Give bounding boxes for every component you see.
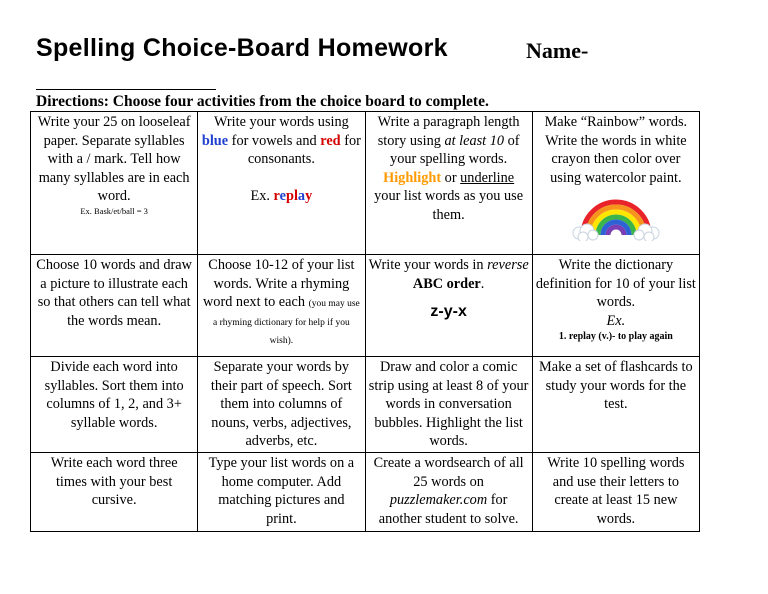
cell-example: Ex. Bask/et/ball = 3 <box>80 205 148 216</box>
example-label: Ex. <box>250 188 274 204</box>
example-letter: y <box>305 188 313 204</box>
cell-text: Write the dictionary definition for 10 of your list words. <box>535 257 696 310</box>
cell-example: 1. replay (v.)- to play again <box>558 331 673 342</box>
cell-text: Draw and color a comic strip using at least 8 of your words in conversation bubbles. Highlight the list words. <box>368 359 529 449</box>
cell-r2c4 <box>532 255 699 357</box>
choice-board <box>30 111 700 532</box>
cell-text: of your spelling words. <box>390 132 520 167</box>
name-label: Name- <box>526 38 589 63</box>
cell-text: Make a set of flashcards to study your words for the test. <box>539 359 693 412</box>
cell-r1c1 <box>31 112 198 255</box>
example-letter: r <box>273 188 280 204</box>
example-label: Ex. <box>606 312 626 329</box>
reverse-text: reverse <box>487 257 529 273</box>
cell-r2c3 <box>365 255 532 357</box>
example-letter: l <box>293 188 298 204</box>
blue-word: blue <box>201 132 229 149</box>
cell-r4c4 <box>532 453 699 532</box>
cell-text: for vowels and <box>228 132 321 149</box>
cell-r1c3 <box>365 112 532 255</box>
directions: Directions: Choose four activities from the choice board to complete. <box>36 93 489 110</box>
cell-text: Write each word three times with your best cursive. <box>50 455 178 508</box>
cell-text: Create a wordsearch of all 25 words on <box>373 455 524 490</box>
cell-text: Write your words using <box>213 114 349 130</box>
cell-r4c1 <box>31 453 198 532</box>
cell-r1c2 <box>198 112 365 255</box>
cell-r1c4 <box>532 112 699 255</box>
example-letter: e <box>279 188 286 204</box>
site-name: puzzlemaker.com <box>389 492 488 508</box>
at-least-text: at least 10 <box>444 132 505 149</box>
cell-r4c2 <box>198 453 365 532</box>
cell-r3c1 <box>31 357 198 453</box>
cell-r3c2 <box>198 357 365 453</box>
cell-text: Type your list words on a home computer. Add matching pictures and print. <box>208 455 355 527</box>
cell-text: Separate your words by their part of speech. Sort them into columns of nouns, verbs, adjectives, adverbs, etc. <box>210 359 352 449</box>
cell-text: Write a paragraph length story using <box>377 114 520 149</box>
cell-text: . <box>480 275 485 292</box>
cell-text: for another student to solve. <box>378 492 519 527</box>
zyx-text: z-y-x <box>430 303 467 320</box>
underline-word: underline <box>460 169 515 186</box>
highlight-word: Highlight <box>383 169 442 186</box>
cell-text: Divide each word into syllables. Sort them into columns of 1, 2, and 3+ syllable words. <box>44 359 184 431</box>
cell-text: Write 10 spelling words and use their letters to create at least 15 new words. <box>547 455 685 527</box>
cell-text: Write your 25 on looseleaf paper. Separate syllables with a / mark. Tell how many syllables are in each word. <box>37 114 191 204</box>
cell-text: or <box>441 169 461 186</box>
abc-order-text: ABC order <box>412 275 481 292</box>
cell-text: Choose 10 words and draw a picture to illustrate each so that others can tell what the words mean. <box>36 257 192 329</box>
cell-text: Make “Rainbow” words. Write the words in white crayon then color over using watercolor paint. <box>544 114 688 186</box>
example-letter: a <box>297 188 306 204</box>
example-letter: p <box>285 188 294 204</box>
cell-text: Write your words in <box>368 257 488 273</box>
red-word: red <box>320 132 341 149</box>
cell-r3c3 <box>365 357 532 453</box>
cell-r2c2 <box>198 255 365 357</box>
cell-r3c4 <box>532 357 699 453</box>
cell-note: (you may use a rhyming dictionary for help if you wish). <box>213 299 360 346</box>
cell-text: Choose 10-12 of your list words. Write a rhyming word next to each <box>202 257 355 310</box>
cell-r4c3 <box>365 453 532 532</box>
cell-text: for consonants. <box>247 132 361 167</box>
rainbow-icon <box>571 193 661 241</box>
cell-text: your list words as you use them. <box>374 188 524 223</box>
name-line <box>36 89 216 90</box>
cell-r2c1 <box>31 255 198 357</box>
page-title: Spelling Choice-Board Homework <box>36 34 448 62</box>
